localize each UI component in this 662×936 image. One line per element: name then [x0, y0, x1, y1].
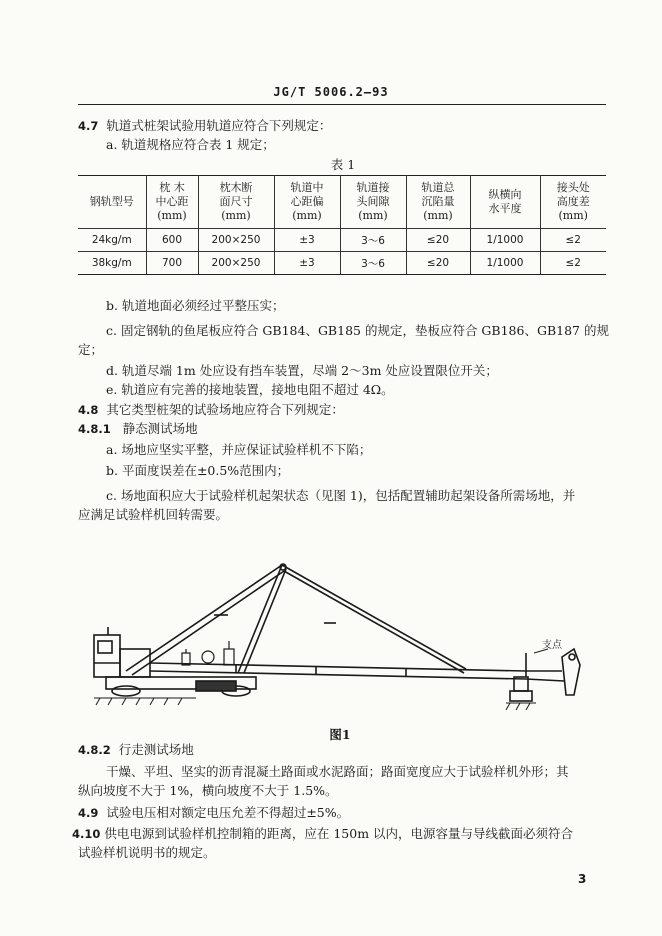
- table-caption: 表 1: [330, 157, 356, 172]
- machine-base: [106, 677, 256, 696]
- table-cell: 1/1000: [470, 229, 540, 252]
- figure-1-pile-frame-drawing: [86, 553, 606, 723]
- section-number: 4.8.2: [78, 743, 111, 757]
- header-cell: 枕 木 中心距 (mm): [146, 176, 198, 229]
- section-number: 4.8.1: [78, 422, 111, 436]
- section-4-8: [78, 402, 344, 418]
- table-cell: 200×250: [198, 229, 274, 252]
- machine-cab: [94, 627, 150, 677]
- section-text: 试验电压相对额定电压允差不得超过±5%。: [106, 805, 350, 820]
- header-cell: 轨道中 心距偏 (mm): [274, 176, 340, 229]
- header-cell: 钢轨型号: [78, 176, 146, 229]
- table-row: [78, 252, 606, 275]
- item-4-7-c-line2: 定；: [78, 342, 104, 357]
- header-cell: 枕木断 面尺寸 (mm): [198, 176, 274, 229]
- section-title: 静态测试场地: [122, 421, 198, 436]
- section-4-8-2-line1: 干燥、平坦、坚实的沥青混凝土路面或水泥路面；路面宽度应大于试验样机外形；其: [106, 764, 569, 779]
- section-text: 轨道式桩架试验用轨道应符合下列规定：: [106, 118, 332, 133]
- document-header: JG/T 5006.2—93: [273, 85, 389, 99]
- section-4-8-2-line2: 纵向坡度不大于 1%，横向坡度不大于 1.5%。: [78, 783, 338, 798]
- item-4-7-b: b. 轨道地面必须经过平整压实；: [106, 298, 285, 313]
- table-cell: 1/1000: [470, 252, 540, 275]
- table-cell: 3～6: [340, 252, 406, 275]
- section-4-10-line1: [72, 826, 573, 842]
- section-number: 4.8: [78, 403, 99, 417]
- ground-hatch: [94, 698, 536, 710]
- table-cell: 200×250: [198, 252, 274, 275]
- section-number: 4.10: [72, 827, 101, 841]
- section-text: 供电电源到试验样机控制箱的距离，应在 150m 以内，电源容量与导线截面必须符合: [104, 826, 574, 841]
- header-cell: 纵横向 水平度: [470, 176, 540, 229]
- item-4-7-e: e. 轨道应有完善的接地装置，接地电阻不超过 4Ω。: [106, 382, 394, 397]
- leader-head: [526, 649, 580, 695]
- table-cell: 24kg/m: [78, 229, 146, 252]
- item-4-8-1-c-line2: 应满足试验样机回转需要。: [78, 507, 229, 522]
- table-cell: ≤2: [540, 229, 606, 252]
- support-point-label: 支点: [542, 640, 562, 651]
- header-cell: 轨道接 头间隙 (mm): [340, 176, 406, 229]
- table-cell: ±3: [274, 252, 340, 275]
- table-cell: 3～6: [340, 229, 406, 252]
- header-rule: [78, 104, 606, 105]
- item-4-8-1-c-line1: c. 场地面积应大于试验样机起架状态（见图 1)，包括配置辅助起架设备所需场地，并: [106, 488, 576, 503]
- section-4-8-2: [78, 742, 194, 758]
- inclined-boom: [126, 564, 466, 675]
- table-cell: 38kg/m: [78, 252, 146, 275]
- table-row: [78, 229, 606, 252]
- header-cell: 轨道总 沉陷量 (mm): [406, 176, 470, 229]
- item-4-7-a: a. 轨道规格应符合表 1 规定；: [106, 137, 275, 152]
- deck-equipment: [182, 641, 234, 665]
- table-header-row: [78, 176, 606, 229]
- table-cell: ±3: [274, 229, 340, 252]
- table-cell: 700: [146, 252, 198, 275]
- page-number: 3: [578, 872, 587, 886]
- section-title: 行走测试场地: [118, 742, 194, 757]
- front-support: [510, 653, 532, 701]
- item-4-7-d: d. 轨道尽端 1m 处应设有挡车装置，尽端 2～3m 处应设置限位开关；: [106, 363, 498, 378]
- section-4-10-line2: 试验样机说明书的规定。: [78, 845, 216, 860]
- section-number: 4.9: [78, 806, 99, 820]
- rail-spec-table: [78, 175, 606, 275]
- section-text: 其它类型桩架的试验场地应符合下列规定：: [106, 402, 344, 417]
- item-4-8-1-a: a. 场地应坚实平整，并应保证试验样机不下陷；: [106, 442, 372, 457]
- figure-caption: 图1: [329, 727, 351, 742]
- table-cell: ≤2: [540, 252, 606, 275]
- item-4-7-c-line1: c. 固定钢轨的鱼尾板应符合 GB184、GB185 的规定，垫板应符合 GB186、GB187 的规: [106, 323, 609, 338]
- section-number: 4.7: [78, 119, 99, 133]
- table-cell: 600: [146, 229, 198, 252]
- section-4-9: [78, 805, 349, 821]
- table-cell: ≤20: [406, 229, 470, 252]
- section-4-8-1: [78, 421, 198, 437]
- item-4-8-1-b: b. 平面度误差在±0.5%范围内；: [106, 463, 290, 478]
- header-cell: 接头处 高度差 (mm): [540, 176, 606, 229]
- section-4-7: [78, 118, 331, 134]
- table-cell: ≤20: [406, 252, 470, 275]
